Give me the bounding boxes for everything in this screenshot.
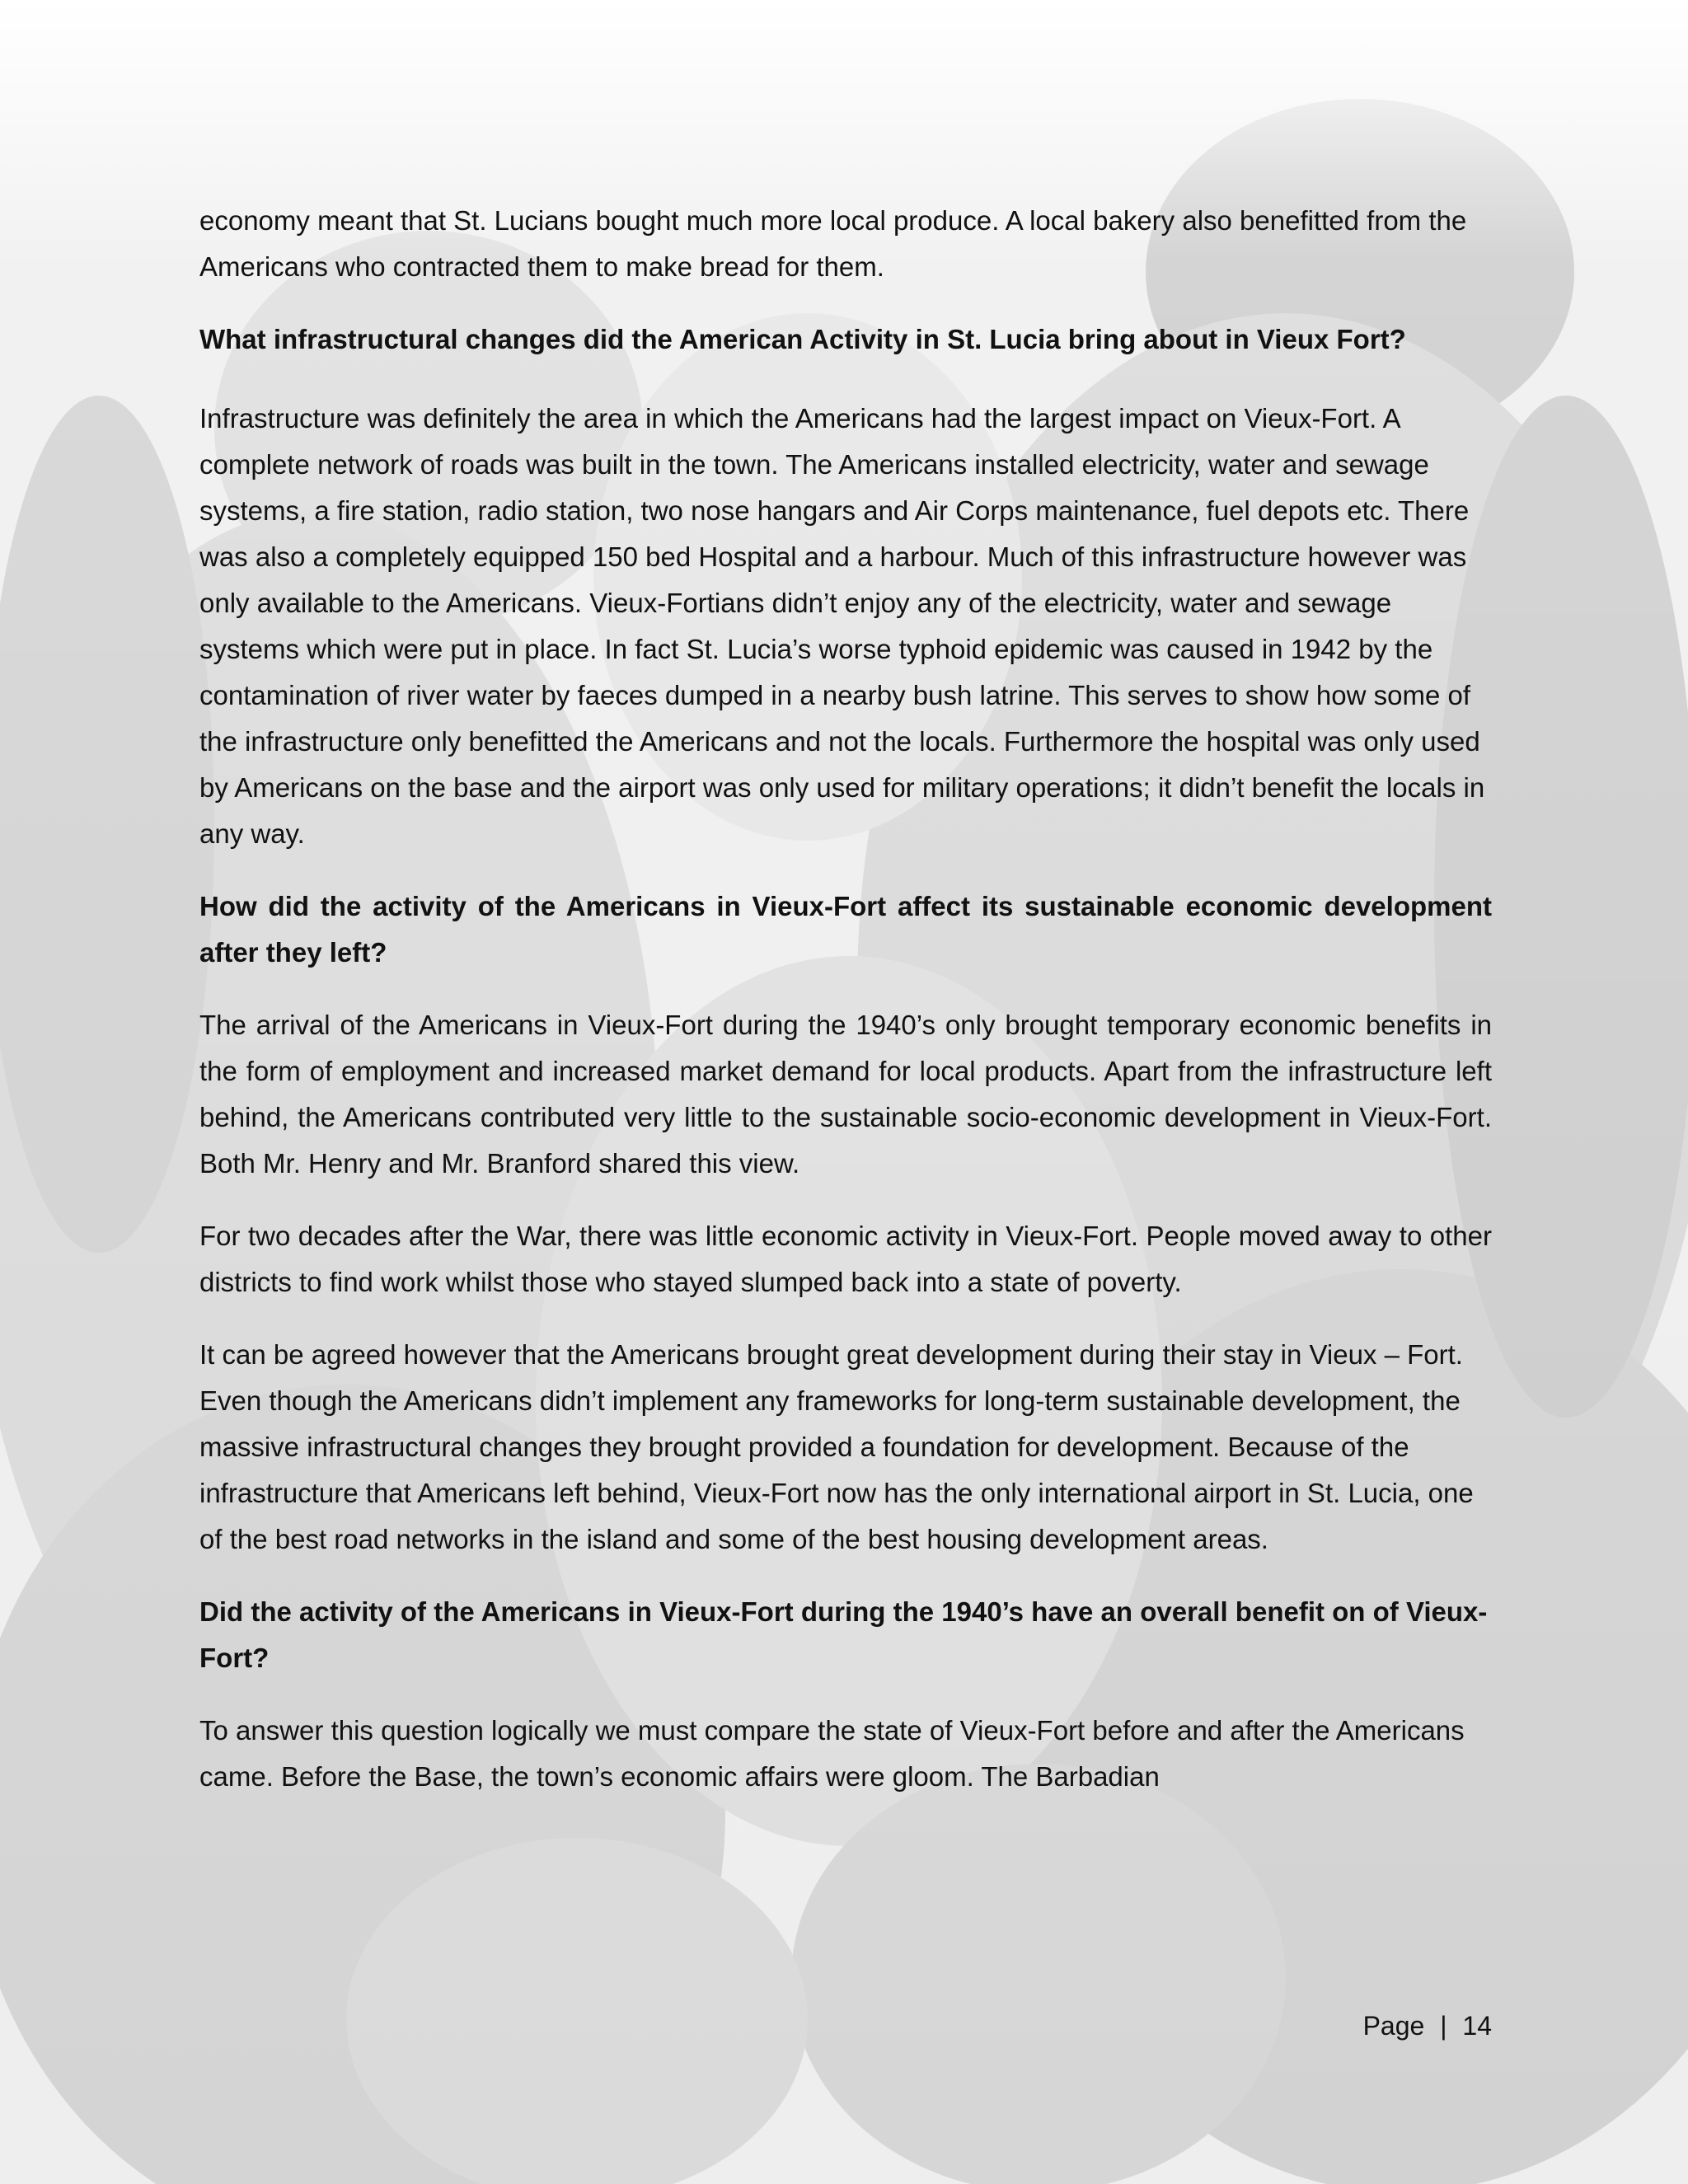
- heading-sustainable-development: How did the activity of the Americans in Vieux-Fort affect its sustainable economic development after they left?: [199, 891, 1492, 968]
- page-separator: |: [1440, 2011, 1447, 2041]
- document-body: [199, 198, 1492, 1826]
- paragraph-economy-bakery: economy meant that St. Lucians bought much more local produce. A local bakery also benefitted from the Americans who contracted them to make bread for them.: [199, 205, 1467, 282]
- paragraph-compare-state: To answer this question logically we must compare the state of Vieux-Fort before and after the Americans came. Before the Base, the town’s economic affairs were gloom. The Barbadian: [199, 1715, 1465, 1792]
- heading-overall-benefit: Did the activity of the Americans in Vieux-Fort during the 1940’s have an overall benefit on of Vieux-Fort?: [199, 1596, 1488, 1673]
- heading-infrastructural-changes: What infrastructural changes did the American Activity in St. Lucia bring about in Vieux Fort?: [199, 324, 1406, 354]
- paragraph-infrastructure: Infrastructure was definitely the area in which the Americans had the largest impact on Vieux-Fort. A complete network of roads was built in the town. The Americans installed electricity, water and sewage systems, a fire station, radio station, two nose hangars and Air Corps maintenance, fuel depots etc. There was also a completely equipped 150 bed Hospital and a harbour. Much of this infrastructure however was only available to the Americans. Vieux-Fortians didn’t enjoy any of the electricity, water and sewage systems which were put in place. In fact St. Lucia’s worse typhoid epidemic was caused in 1942 by the contamination of river water by faeces dumped in a nearby bush latrine. This serves to show how some of the infrastructure only benefitted the Americans and not the locals. Furthermore the hospital was only used by Americans on the base and the airport was only used for military operations; it didn’t benefit the locals in any way.: [199, 403, 1485, 849]
- paragraph-temporary-benefits: The arrival of the Americans in Vieux-Fort during the 1940’s only brought temporary economic benefits in the form of employment and increased market demand for local products. Apart from the infrastructure left behind, the Americans contributed very little to the sustainable socio-economic development in Vieux-Fort. Both Mr. Henry and Mr. Branford shared this view.: [199, 1010, 1492, 1179]
- paragraph-great-development: It can be agreed however that the Americans brought great development during their stay in Vieux – Fort. Even though the Americans didn’t implement any frameworks for long-term sustainable development, the massive infrastructural changes they brought provided a foundation for development. Because of the infrastructure that Americans left behind, Vieux-Fort now has the only international airport in St. Lucia, one of the best road networks in the island and some of the best housing development areas.: [199, 1339, 1474, 1554]
- page-number: 14: [1462, 2011, 1492, 2041]
- paragraph-after-war: For two decades after the War, there was little economic activity in Vieux-Fort. People moved away to other districts to find work whilst those who stayed slumped back into a state of poverty.: [199, 1221, 1492, 1297]
- page-footer: [1363, 2011, 1492, 2041]
- page-label: Page: [1362, 2011, 1425, 2041]
